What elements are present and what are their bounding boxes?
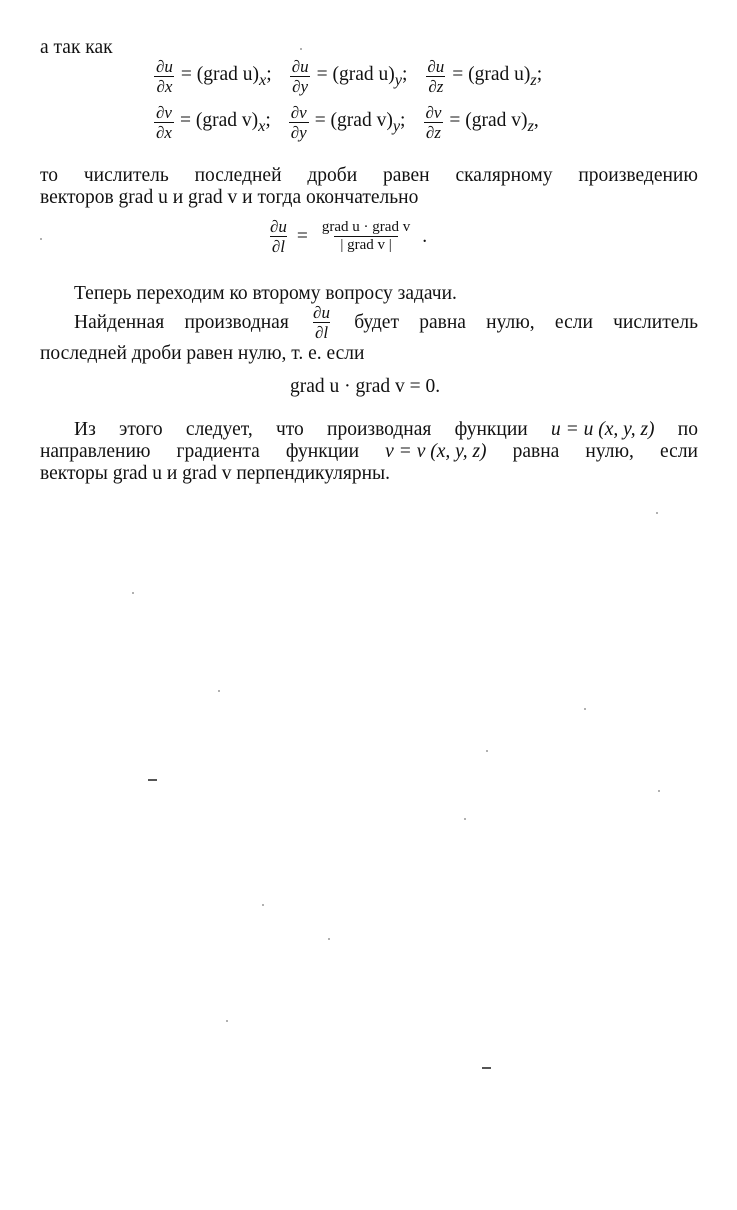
paragraph-4-line-1: Из этого следует, что производная функции u = u (x, y, z) по <box>74 419 698 440</box>
fraction-du-dx: $\frac{\partial u}{\partial x}$ <box>156 57 173 96</box>
equation-row-2 <box>152 104 543 141</box>
scan-speck <box>658 790 660 792</box>
scan-speck <box>226 1020 228 1022</box>
scan-speck <box>464 818 466 820</box>
fraction-dv-dy: $\frac{\partial v}{\partial y}$ <box>290 103 307 142</box>
intro-text: а так как <box>40 37 113 58</box>
fraction-du-dl-inline: $\frac{\partial u}{\partial l}$ <box>313 303 330 342</box>
equation-grad-product-zero: grad u · grad v = 0. <box>290 376 441 397</box>
scan-dash <box>482 1067 491 1069</box>
grad-u-z: = (grad $u)_z$; <box>452 63 543 89</box>
scan-speck <box>132 592 134 594</box>
scan-speck <box>656 512 658 514</box>
fraction-dv-dz: $\frac{\partial v}{\partial z}$ <box>425 103 442 142</box>
grad-v-x: = (grad $v)_x$; <box>179 109 271 135</box>
paragraph-1-line-1: то числитель последней дроби равен скалярному произведению <box>40 165 698 186</box>
paragraph-3-line-2: последней дроби равен нулю, т. е. если <box>40 343 365 364</box>
fraction-grad-product: $\frac{\text{grad u · grad v}}{\text{| grad v |}}$ <box>321 219 411 253</box>
paragraph-3-line-1: Найденная производная $\frac{\partial u}{\partial l}$ будет равна нулю, если числитель <box>74 303 698 342</box>
fraction-dv-dx: $\frac{\partial v}{\partial x}$ <box>156 103 172 142</box>
scan-speck <box>262 904 264 906</box>
paragraph-1-line-2: векторов grad u и grad v и тогда окончательно <box>40 187 419 208</box>
grad-u-x: = (grad $u)_x$; <box>180 63 272 89</box>
scan-speck <box>300 48 302 50</box>
fraction-du-dl: $\frac{\partial u}{\partial l}$ <box>270 217 287 256</box>
grad-u-y: = (grad $u)_y$; <box>316 63 408 89</box>
fraction-du-dy: $\frac{\partial u}{\partial y}$ <box>291 57 309 96</box>
equation-row-1 <box>152 58 546 95</box>
grad-v-z: = (grad $v)_z$, <box>449 109 539 135</box>
scan-speck <box>40 238 42 240</box>
main-formula: $\frac{\partial u}{\partial l}$ = $\frac{\text{grad u · grad v}}{\text{| grad v |}}$ . <box>270 217 428 256</box>
scan-speck <box>486 750 488 752</box>
paragraph-4-line-2: направлению градиента функции v = v (x, y, z) равна нулю, если <box>40 441 698 462</box>
scan-speck <box>328 938 330 940</box>
scan-speck <box>218 690 220 692</box>
fraction-du-dz: $\frac{\partial u}{\partial z}$ <box>427 57 445 96</box>
grad-v-y: = (grad $v)_y$; <box>314 109 406 135</box>
paragraph-2: Теперь переходим ко второму вопросу задачи. <box>74 283 457 304</box>
paragraph-4-line-3: векторы grad u и grad v перпендикулярны. <box>40 463 390 484</box>
scan-dash <box>148 779 157 781</box>
scan-speck <box>584 708 586 710</box>
